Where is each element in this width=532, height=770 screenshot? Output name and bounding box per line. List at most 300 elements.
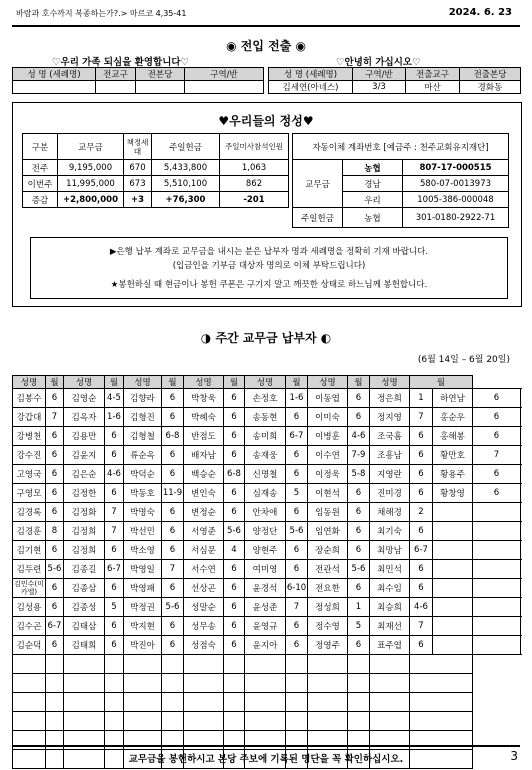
payer-month: 6 [46, 446, 64, 465]
payer-name: 채해경 [370, 503, 410, 522]
offering-header: 구분 [23, 134, 58, 160]
payer-name: 정은희 [370, 389, 410, 408]
payer-month: 1 [410, 389, 433, 408]
payer-month: 2 [410, 503, 433, 522]
payer-empty-cell [64, 712, 105, 731]
payer-empty-cell [184, 655, 224, 674]
payer-month: 6 [105, 484, 124, 503]
payer-month: 6 [46, 541, 64, 560]
offering-table [22, 133, 289, 208]
payer-name: 김종길 [64, 560, 105, 579]
payer-empty-cell [245, 712, 286, 731]
payer-empty-cell [308, 693, 348, 712]
payer-empty-cell [410, 693, 473, 712]
payer-empty-cell [105, 674, 124, 693]
payer-month: 6 [46, 503, 64, 522]
payer-month: 6-7 [105, 560, 124, 579]
offering-title: ♥우리들의 정성♥ [218, 114, 314, 128]
payer-month: 5 [105, 598, 124, 617]
payer-name: 정성희 [308, 598, 348, 617]
payer-name [433, 522, 473, 541]
payer-header-name: 성명 [13, 376, 46, 389]
payer-month: 6 [473, 427, 521, 446]
offering-cell: 이번주 [23, 176, 58, 192]
payer-month: 6 [162, 636, 184, 655]
payer-month: 8 [46, 522, 64, 541]
payer-month: 7 [105, 522, 124, 541]
payer-row [13, 617, 521, 636]
payer-month: 1 [348, 598, 370, 617]
payer-name: 장순희 [308, 541, 348, 560]
payer-name: 김형철 [124, 427, 162, 446]
payer-month: 6 [162, 617, 184, 636]
payer-name: 박동호 [124, 484, 162, 503]
payer-name: 박정권 [124, 598, 162, 617]
payer-header-name: 성명 [245, 376, 286, 389]
payer-name: 박진아 [124, 636, 162, 655]
payer-month: 5 [348, 617, 370, 636]
payer-name: 홍해봉 [433, 427, 473, 446]
payer-month: 7 [46, 408, 64, 427]
payer-empty-cell [410, 674, 473, 693]
payer-empty-cell [105, 712, 124, 731]
in-header-parish: 전본당 [136, 68, 185, 81]
payer-name: 송재웅 [245, 446, 286, 465]
payer-name: 이미숙 [308, 408, 348, 427]
payer-month: 6 [46, 389, 64, 408]
payer-empty-cell [105, 655, 124, 674]
payer-month [473, 560, 521, 579]
payer-name: 박영일 [124, 560, 162, 579]
payer-empty-cell [245, 655, 286, 674]
offering-cell: 862 [220, 176, 289, 192]
payer-month: 6 [162, 541, 184, 560]
payer-empty-cell [13, 655, 46, 674]
notice-offering: ★봉헌하실 때 현금이나 봉헌 쿠폰은 구기지 말고 깨끗한 상태로 하느님께 봉헌합니다. [110, 280, 428, 290]
payer-month: 6 [286, 636, 308, 655]
payer-header-month: 월 [105, 376, 124, 389]
payer-empty-cell [410, 655, 473, 674]
payer-name: 강수진 [13, 446, 46, 465]
payer-name [433, 541, 473, 560]
payer-empty-cell [308, 712, 348, 731]
payer-month: 6 [410, 522, 433, 541]
bank-name: 농협 [343, 160, 403, 176]
payer-name: 정영주 [308, 636, 348, 655]
offering-cell: +76,300 [152, 192, 220, 208]
in-cell [136, 81, 185, 94]
payer-name: 선상곤 [184, 579, 224, 598]
payer-row [13, 503, 521, 522]
out-header-diocese: 전출교구 [406, 68, 460, 81]
payer-name: 김영순 [64, 389, 105, 408]
payer-empty-cell [224, 655, 245, 674]
payer-header-month: 월 [162, 376, 184, 389]
payer-name: 전요한 [308, 579, 348, 598]
payer-header-month: 월 [224, 376, 245, 389]
payer-name: 최수임 [370, 579, 410, 598]
payer-month: 1-6 [105, 408, 124, 427]
payer-name: 이정욱 [308, 465, 348, 484]
payer-month: 6-8 [162, 427, 184, 446]
payer-name: 김수곤 [13, 617, 46, 636]
payer-month: 6 [105, 541, 124, 560]
payer-header-month: 월 [348, 376, 370, 389]
payer-empty-cell [245, 674, 286, 693]
payer-name: 김옥자 [64, 408, 105, 427]
payer-month: 6 [410, 446, 433, 465]
bank-name: 경남 [343, 176, 403, 192]
payer-name: 김윤지 [64, 446, 105, 465]
payer-empty-cell [224, 712, 245, 731]
payer-month: 7 [286, 598, 308, 617]
payer-name: 변정순 [184, 503, 224, 522]
payer-month: 6 [348, 484, 370, 503]
payer-month: 6 [105, 427, 124, 446]
payer-name: 김정희 [64, 541, 105, 560]
payer-header-name: 성명 [184, 376, 224, 389]
payer-empty-cell [13, 674, 46, 693]
notice-bank: ▶은행 납부 계좌로 교무금을 내시는 분은 납부자 명과 세례명을 정확히 기재 바랍니다. [109, 247, 429, 257]
offering-cell: +3 [124, 192, 152, 208]
offering-cell: 670 [124, 160, 152, 176]
payer-row-empty [13, 655, 521, 674]
payer-month: 6-7 [410, 541, 433, 560]
payer-empty-cell [348, 674, 370, 693]
payer-month: 6 [224, 598, 245, 617]
payer-header-month: 월 [46, 376, 64, 389]
payer-month: 6 [105, 636, 124, 655]
payer-name: 강갑대 [13, 408, 46, 427]
payer-month: 5-6 [224, 522, 245, 541]
payer-row [13, 408, 521, 427]
payer-empty-cell [348, 693, 370, 712]
account-table [292, 133, 509, 228]
payer-empty-cell [64, 693, 105, 712]
payer-month: 7 [105, 503, 124, 522]
payer-row [13, 484, 521, 503]
out-diocese: 마산 [406, 81, 460, 94]
payer-empty-cell [64, 674, 105, 693]
payer-row [13, 389, 521, 408]
account-number: 580-07-0013973 [403, 176, 509, 192]
payer-name [433, 636, 473, 655]
header-verse: 바람과 호수까지 복종하는가?.> 마르코 4,35-41 [16, 9, 187, 18]
payer-header-name: 성명 [308, 376, 348, 389]
payer-name: 윤경석 [245, 579, 286, 598]
payer-month: 6 [224, 560, 245, 579]
payer-empty-cell [184, 674, 224, 693]
payer-month [473, 636, 521, 655]
payer-row [13, 579, 521, 598]
payer-row-empty [13, 693, 521, 712]
payer-row [13, 598, 521, 617]
payers-title: ◑ 주간 교무금 납부자 ◐ [200, 331, 332, 345]
account-group-label: 주일헌금 [293, 208, 343, 228]
payer-month: 6-7 [46, 617, 64, 636]
payer-name: 조국흠 [370, 427, 410, 446]
header-date: 2024. 6. 23 [448, 7, 512, 18]
payer-month: 7 [410, 408, 433, 427]
payer-name: 여미영 [245, 560, 286, 579]
payer-month [473, 598, 521, 617]
out-header-area: 구역/반 [353, 68, 406, 81]
payer-empty-cell [286, 655, 308, 674]
payer-month: 5 [286, 484, 308, 503]
payer-month: 6 [410, 484, 433, 503]
payer-name: 김종성 [64, 598, 105, 617]
payer-empty-cell [286, 693, 308, 712]
payer-name [433, 503, 473, 522]
payer-name: 최민석 [370, 560, 410, 579]
payer-month: 6 [348, 408, 370, 427]
payer-month [473, 541, 521, 560]
payer-empty-cell [184, 693, 224, 712]
payer-empty-cell [162, 693, 184, 712]
transfer-title: ◉ 전입 전출 ◉ [226, 39, 306, 53]
payer-month: 4-6 [410, 598, 433, 617]
payer-name: 김성용 [13, 598, 46, 617]
payer-name: 최재선 [370, 617, 410, 636]
payer-name: 최승희 [370, 598, 410, 617]
payer-month: 6 [348, 503, 370, 522]
payer-name: 정수영 [308, 617, 348, 636]
payer-name: 황용주 [433, 465, 473, 484]
payer-month: 6 [286, 408, 308, 427]
payer-row-empty [13, 674, 521, 693]
payer-name: 김경록 [13, 503, 46, 522]
payer-month: 4 [224, 541, 245, 560]
offering-cell: 9,195,000 [58, 160, 124, 176]
payer-row [13, 636, 521, 655]
in-header-name: 성 명 (세례명) [13, 68, 96, 81]
payer-empty-cell [184, 712, 224, 731]
offering-cell: 증감 [23, 192, 58, 208]
offering-cell: 5,433,800 [152, 160, 220, 176]
payer-month: 6 [410, 636, 433, 655]
page-number: 3 [510, 749, 518, 763]
payer-empty-cell [370, 674, 410, 693]
payer-name: 임연화 [308, 522, 348, 541]
payer-empty-cell [46, 693, 64, 712]
payer-month: 7 [410, 617, 433, 636]
payer-month: 6 [46, 579, 64, 598]
payer-name: 성무송 [184, 617, 224, 636]
payer-month: 6 [224, 503, 245, 522]
payer-month: 6 [286, 503, 308, 522]
payer-name: 김경훈 [13, 522, 46, 541]
offering-header: 교무금 [58, 134, 124, 160]
payer-name: 김정한 [64, 484, 105, 503]
payer-month: 4-6 [105, 465, 124, 484]
payer-name: 전관석 [308, 560, 348, 579]
payer-month: 6 [473, 389, 521, 408]
payer-name: 황창영 [433, 484, 473, 503]
payer-month: 6 [46, 465, 64, 484]
payer-month: 6 [410, 465, 433, 484]
payer-month [473, 617, 521, 636]
payer-name: 김기현 [13, 541, 46, 560]
welcome-text: ♡우리 가족 되심을 환영합니다♡ [52, 57, 190, 68]
payer-month: 6-7 [286, 427, 308, 446]
payer-month: 7 [473, 446, 521, 465]
payer-name: 홍순우 [433, 408, 473, 427]
payer-month: 6-8 [224, 465, 245, 484]
payer-month: 6 [224, 389, 245, 408]
payer-name: 송동현 [245, 408, 286, 427]
payer-month: 6 [348, 636, 370, 655]
in-header-diocese: 전교구 [96, 68, 136, 81]
out-name: 김세연(아네스) [269, 81, 353, 94]
payer-empty-cell [162, 655, 184, 674]
payer-empty-cell [224, 674, 245, 693]
footer-rule [12, 745, 520, 747]
payer-month: 6 [105, 446, 124, 465]
payer-month: 6 [162, 389, 184, 408]
offering-cell: -201 [220, 192, 289, 208]
payer-empty-cell [308, 655, 348, 674]
payer-month: 6 [410, 560, 433, 579]
account-group-label: 교무금 [293, 160, 343, 208]
payer-month: 6 [46, 427, 64, 446]
offering-header: 주일헌금 [152, 134, 220, 160]
payer-name: 김봉수 [13, 389, 46, 408]
payer-month: 6 [473, 465, 521, 484]
payer-name: 정지영 [370, 408, 410, 427]
payer-name: 김태삼 [64, 617, 105, 636]
payer-empty-cell [124, 693, 162, 712]
payer-name: 심재송 [245, 484, 286, 503]
payer-empty-cell [286, 674, 308, 693]
payer-name: 윤영규 [245, 617, 286, 636]
offering-cell: 673 [124, 176, 152, 192]
payer-empty-cell [64, 655, 105, 674]
payer-month: 6 [410, 427, 433, 446]
payer-name: 박소영 [124, 541, 162, 560]
payer-month: 6 [348, 522, 370, 541]
payer-name: 박지현 [124, 617, 162, 636]
payer-month: 6 [286, 560, 308, 579]
payer-name: 최기숙 [370, 522, 410, 541]
notice-depositor: (입금인을 기부금 대상자 명의로 이체 부탁드립니다) [172, 261, 366, 271]
payer-name: 김민수(미카엘) [14, 580, 44, 596]
offering-header: 책정세대 [124, 134, 152, 160]
payer-month: 5-6 [286, 522, 308, 541]
payer-name: 변인숙 [184, 484, 224, 503]
payer-empty-cell [370, 655, 410, 674]
payer-name: 황만호 [433, 446, 473, 465]
payer-empty-cell [370, 693, 410, 712]
payer-name: 김태희 [64, 636, 105, 655]
payer-empty-cell [13, 712, 46, 731]
payer-month: 7-9 [348, 446, 370, 465]
payer-month: 5-6 [348, 560, 370, 579]
payer-month: 6 [105, 617, 124, 636]
in-cell [185, 81, 264, 94]
account-number: 301-0180-2922-71 [403, 208, 509, 228]
payer-header-name: 성명 [64, 376, 105, 389]
payer-header-name: 성명 [124, 376, 162, 389]
payer-row [13, 446, 521, 465]
payer-name: 고영국 [13, 465, 46, 484]
payer-empty-cell [370, 712, 410, 731]
payer-row [13, 522, 521, 541]
payer-name: 성말순 [184, 598, 224, 617]
out-area: 3/3 [353, 81, 406, 94]
out-header-name: 성 명 (세례명) [269, 68, 353, 81]
payer-empty-cell [162, 674, 184, 693]
payer-month: 6 [162, 522, 184, 541]
payer-name: 반점도 [184, 427, 224, 446]
payer-month: 6 [224, 446, 245, 465]
payer-header-month: 월 [286, 376, 308, 389]
payer-month: 6 [348, 389, 370, 408]
payer-name: 조흥남 [370, 446, 410, 465]
payer-month: 4-5 [105, 389, 124, 408]
payer-row [13, 541, 521, 560]
payer-name: 김순덕 [13, 636, 46, 655]
payer-month [473, 579, 521, 598]
payers-table [12, 375, 521, 769]
payer-name: 손정호 [245, 389, 286, 408]
payer-month: 6 [473, 484, 521, 503]
account-header: 자동이체 계좌번호 [예금주 : 천주교회유지재단] [293, 134, 509, 160]
in-cell [96, 81, 136, 94]
payer-name: 박혜숙 [184, 408, 224, 427]
payer-name: 윤성준 [245, 598, 286, 617]
payer-month: 11-9 [162, 484, 184, 503]
payer-name: 박창욱 [184, 389, 224, 408]
payer-name: 윤지아 [245, 636, 286, 655]
offering-header: 주일미사참석인원 [220, 134, 289, 160]
payer-month: 6 [162, 503, 184, 522]
payer-empty-cell [286, 712, 308, 731]
payer-name [433, 598, 473, 617]
payer-month: 6 [224, 636, 245, 655]
payer-month: 6 [348, 541, 370, 560]
payer-month: 6 [224, 408, 245, 427]
payer-name: 김용만 [64, 427, 105, 446]
payer-name: 박명숙 [124, 503, 162, 522]
payer-name: 배자남 [184, 446, 224, 465]
payer-row [13, 465, 521, 484]
payer-name: 지영란 [370, 465, 410, 484]
payer-month: 6 [286, 465, 308, 484]
payers-period: (6월 14일 – 6월 20일) [417, 355, 510, 365]
payer-name: 백승순 [184, 465, 224, 484]
payer-month: 6 [46, 636, 64, 655]
payer-row [13, 560, 521, 579]
payer-empty-cell [46, 712, 64, 731]
payer-name: 양정단 [245, 522, 286, 541]
payer-name: 김두련 [13, 560, 46, 579]
payer-name: 성점숙 [184, 636, 224, 655]
payer-month: 6 [46, 598, 64, 617]
payer-empty-cell [245, 693, 286, 712]
payer-name: 구영모 [13, 484, 46, 503]
payer-empty-cell [124, 674, 162, 693]
account-number: 1005-386-000048 [403, 192, 509, 208]
payer-name: 진미경 [370, 484, 410, 503]
payer-empty-cell [46, 655, 64, 674]
payer-name: 김은순 [64, 465, 105, 484]
payer-empty-cell [224, 693, 245, 712]
payer-month: 6 [224, 484, 245, 503]
payer-empty-cell [162, 712, 184, 731]
payer-name [433, 617, 473, 636]
offering-cell: 1,063 [220, 160, 289, 176]
payer-header-name: 성명 [370, 376, 410, 389]
